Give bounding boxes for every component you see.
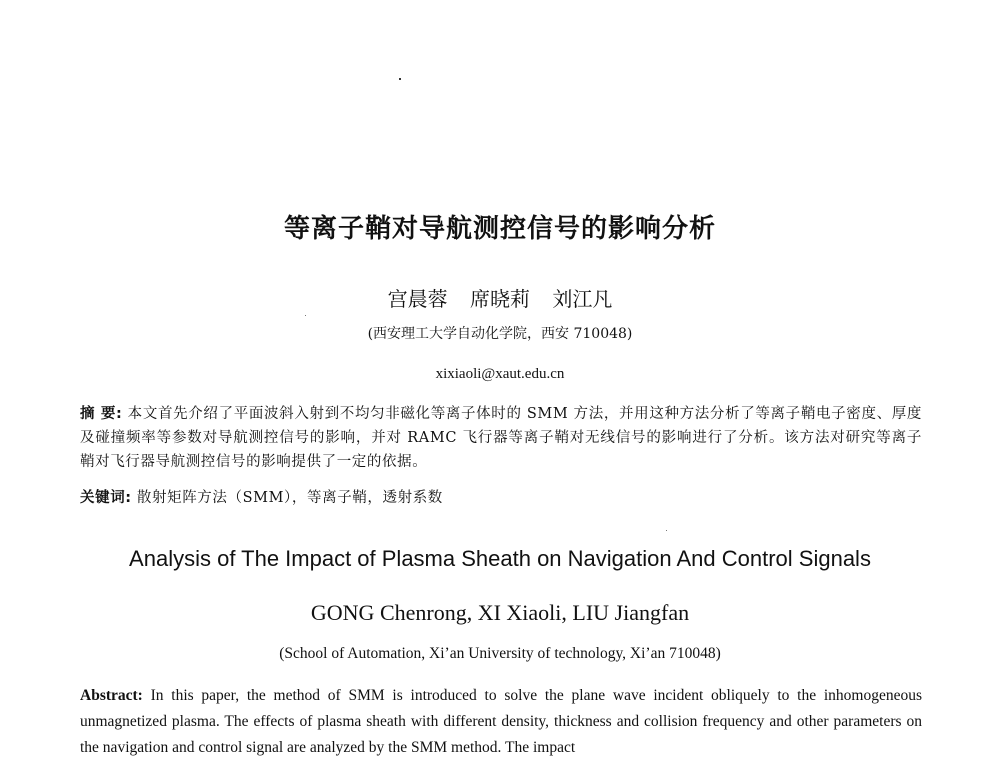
english-affiliation: (School of Automation, Xi’an University of technology, Xi’an 710048): [279, 645, 721, 662]
english-abstract-label: Abstract:: [80, 687, 143, 704]
chinese-keywords: [80, 486, 922, 507]
english-abstract-text: In this paper, the method of SMM is introduced to solve the plane wave incident obliquely to the inhomogeneous unmagnetized plasma. The effects of plasma sheath with different density, thickness and collision frequency and other parameters on the navigation and control signal are analyzed by the SMM method. The impact: [80, 687, 922, 756]
chinese-abstract: [80, 402, 922, 474]
scan-speck: [399, 78, 401, 80]
author-email: xixiaoli@xaut.edu.cn: [435, 366, 565, 382]
chinese-affiliation: (西安理工大学自动化学院，西安 710048): [367, 326, 633, 342]
chinese-authors: 宫晨蓉 席晓莉 刘江凡: [387, 287, 613, 311]
chinese-title: 等离子鞘对导航测控信号的影响分析: [283, 214, 716, 244]
english-abstract: [80, 683, 922, 761]
english-title: Analysis of The Impact of Plasma Sheath on Navigation And Control Signals: [129, 546, 871, 571]
chinese-keywords-text: 散射矩阵方法（SMM），等离子鞘，透射系数: [131, 490, 443, 506]
chinese-abstract-label: 摘 要:: [80, 406, 123, 422]
scan-speck: [305, 315, 306, 316]
chinese-abstract-text: 本文首先介绍了平面波斜入射到不均匀非磁化等离子体时的 SMM 方法，并用这种方法分析了等离子鞘电子密度、厚度及碰撞频率等参数对导航测控信号的影响，并对 RAMC 飞行器等离子鞘对无线信号的影响进行了分析。该方法对研究等离子鞘对飞行器导航测控信号的影响提供了一定的依据。: [80, 406, 922, 470]
english-authors: GONG Chenrong, XI Xiaoli, LIU Jiangfan: [310, 600, 690, 625]
chinese-keywords-label: 关键词:: [80, 490, 132, 506]
scan-speck: [666, 530, 667, 531]
